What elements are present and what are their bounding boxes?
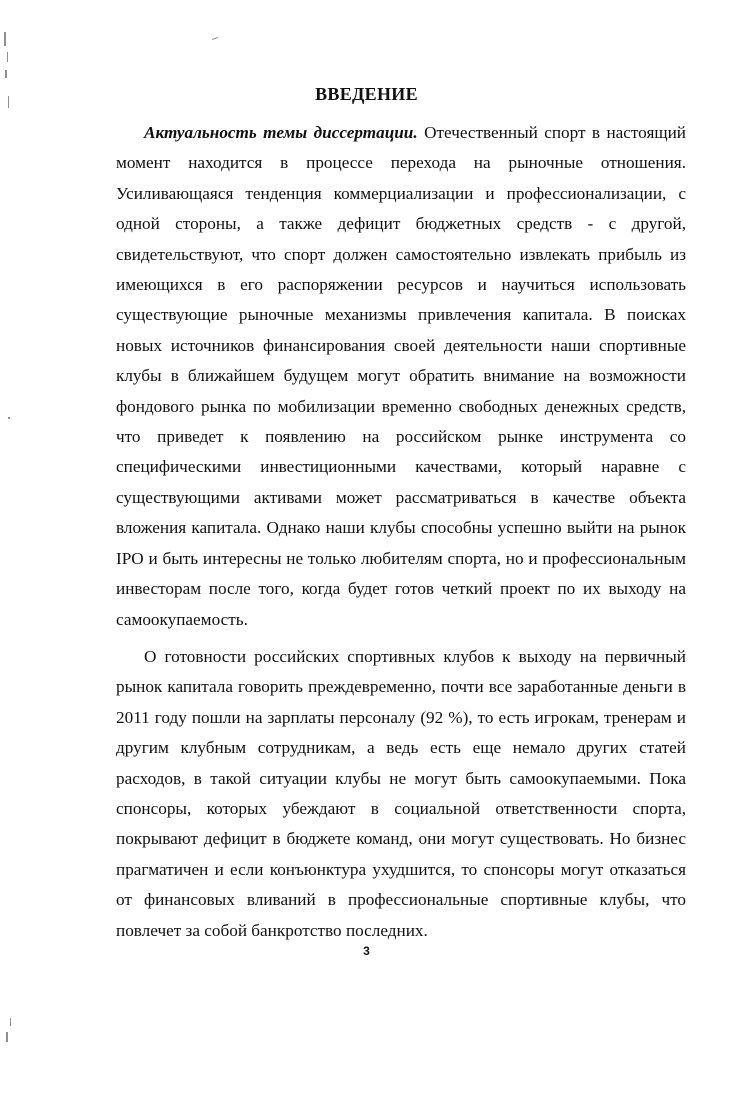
scan-artifact [8,417,10,419]
scan-artifact [6,1032,8,1042]
paragraph-lead: Актуальность темы диссертации. [144,123,418,142]
scan-artifact [10,1018,11,1026]
paragraph-relevance [116,118,686,635]
scan-artifact [4,32,6,46]
scan-artifact [5,70,7,78]
document-heading: ВВЕДЕНИЕ [315,84,418,104]
scan-artifact [7,52,8,62]
document-body [116,118,686,946]
page-number: 3 [363,944,370,958]
scan-artifact [212,37,218,40]
paragraph-readiness: О готовности российских спортивных клубов к выходу на первичный рынок капитала говорить преждевременно, почти все заработанные деньги в 2011 году пошли на зарплаты персоналу (92 %), то есть игрокам, тренерам и другим клубным сотрудникам, а ведь есть еще немало других статей расходов, в такой ситуации клубы не могут быть самоокупаемыми. Пока спонсоры, которых убеждают в социальной ответственности спорта, покрывают дефицит в бюджете команд, они могут существовать. Но бизнес прагматичен и если конъюнктура ухудшится, то спонсоры могут отказаться от финансовых вливаний в профессиональные спортивные клубы, что повлечет за собой банкротство последних. [116,646,686,940]
paragraph-text: Отечественный спорт в настоящий момент находится в процессе перехода на рыночные отношения. Усиливающаяся тенденция коммерциализации и профессионализации, с одной стороны, а также дефицит бюджетных средств - с другой, свидетельствуют, что спорт должен самостоятельно извлекать прибыль из имеющихся в его распоряжении ресурсов и научиться использовать существующие рыночные механизмы привлечения капитала. В поисках новых источников финансирования своей деятельности наши спортивные клубы в ближайшем будущем могут обратить внимание на возможности фондового рынка по мобилизации временно свободных денежных средств, что приведет к появлению на российском рынке инструмента со специфическими инвестиционными качествами, который наравне с существующими активами может рассматриваться в качестве объекта вложения капитала. Однако наши клубы способны успешно выйти на рынок IPO и быть интересны не только любителям спорта, но и профессиональным инвесторам после того, когда будет готов четкий проект по их выходу на самоокупаемость. [116,123,686,629]
